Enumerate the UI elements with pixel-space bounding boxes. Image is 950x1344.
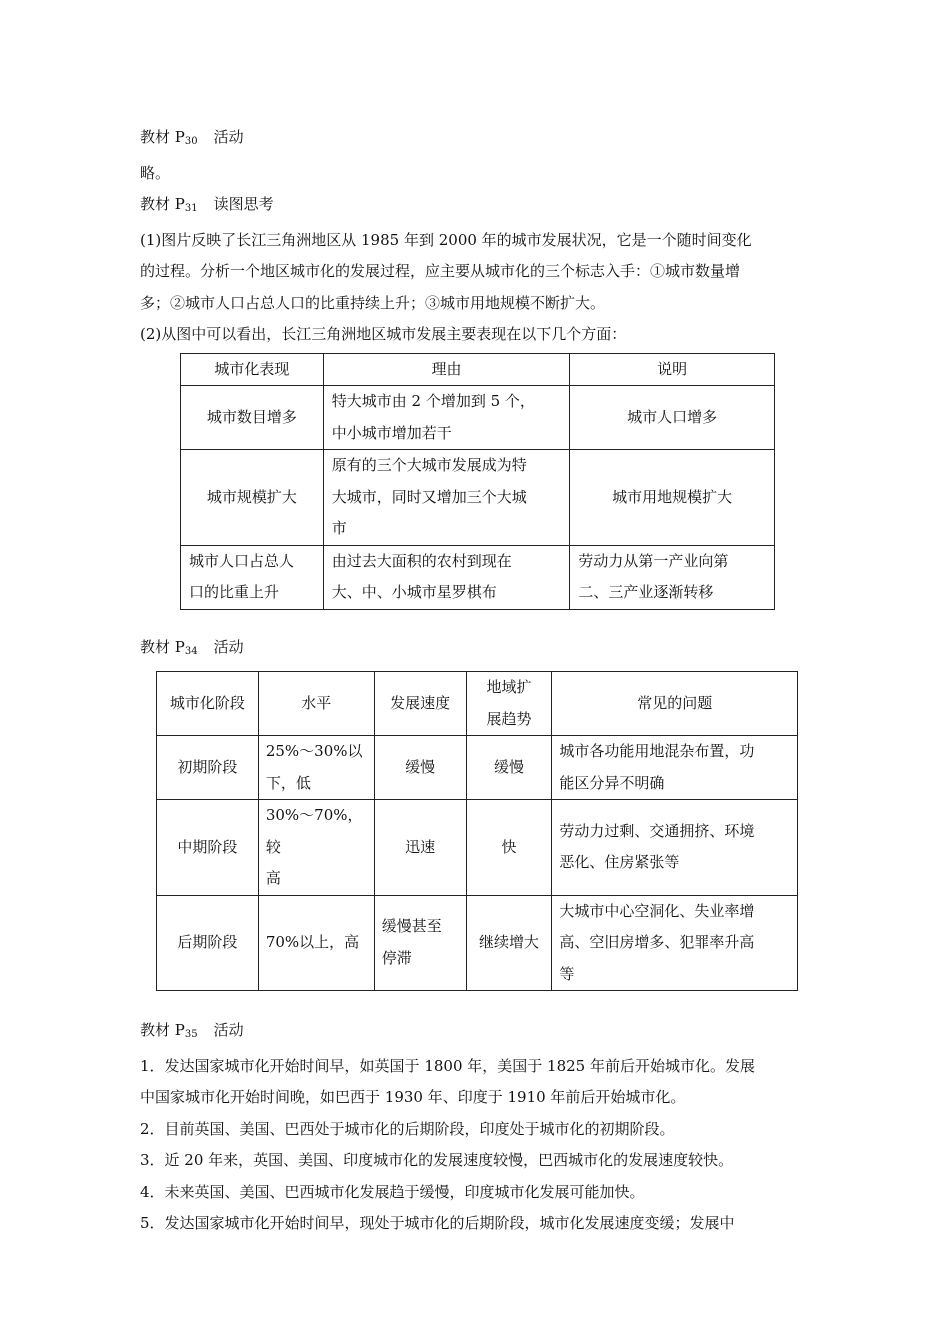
list-item: 1．发达国家城市化开始时间早，如英国于 1800 年，美国于 1825 年前后开始城市化。发展	[140, 1056, 755, 1075]
table-row	[181, 545, 775, 609]
table-header-cell: 理由	[323, 353, 570, 386]
table-header-cell: 城市化阶段	[157, 672, 259, 736]
table-cell: 由过去大面积的农村到现在 大、中、小城市星罗棋布	[323, 545, 570, 609]
urbanization-table	[180, 353, 775, 610]
table-row	[157, 895, 798, 991]
page-number: 30	[184, 136, 198, 147]
table-cell: 70%以上，高	[258, 895, 374, 991]
section-heading: 教材 $P_{31}$ 读图思考	[140, 195, 274, 214]
table-cell: 迅速	[374, 800, 466, 896]
table-cell: 城市规模扩大	[181, 450, 324, 546]
table-cell: 原有的三个大城市发展成为特 大城市，同时又增加三个大城 市	[323, 450, 570, 546]
document-page	[140, 122, 820, 1240]
table-cell: 缓慢	[374, 736, 466, 800]
table-row	[157, 800, 798, 896]
page-number: 35	[184, 1029, 198, 1040]
table-cell: 缓慢	[466, 736, 552, 800]
urbanization-stage-table	[156, 671, 798, 991]
answer-list	[140, 1051, 820, 1240]
list-item: 5．发达国家城市化开始时间早，现处于城市化的后期阶段，城市化发展速度变缓；发展中	[140, 1214, 735, 1232]
table-cell: 城市数目增多	[181, 386, 324, 450]
table-header-cell: 城市化表现	[181, 353, 324, 386]
table-cell: 特大城市由 2 个增加到 5 个， 中小城市增加若干	[323, 386, 570, 450]
table-cell: 城市各功能用地混杂布置，功 能区分异不明确	[552, 736, 798, 800]
section-body: 略。	[140, 163, 171, 182]
table-row	[157, 736, 798, 800]
table-row	[181, 386, 775, 450]
table-cell: 25%～30%以 下，低	[258, 736, 374, 800]
table-header-cell: 水平	[258, 672, 374, 736]
paragraph: (2)从图中可以看出，长江三角洲地区城市发展主要表现在以下几个方面：	[140, 325, 627, 343]
table-cell: 30%～70%，较 高	[258, 800, 374, 896]
page-number: 34	[184, 645, 198, 657]
table-header-cell: 说明	[570, 353, 775, 386]
section-heading: 教材 $P_{34}$ 活动	[140, 637, 244, 657]
list-item: 3．近 20 年来，英国、美国、印度城市化的发展速度较慢，巴西城市化的发展速度较快。	[140, 1151, 734, 1169]
table-cell: 初期阶段	[157, 736, 259, 800]
table-cell: 大城市中心空洞化、失业率增 高、空旧房增多、犯罪率升高 等	[552, 895, 798, 991]
table-header-row	[157, 672, 798, 736]
table-header-row	[181, 353, 775, 386]
table-cell: 快	[466, 800, 552, 896]
list-item: 4．未来英国、美国、巴西城市化发展趋于缓慢，印度城市化发展可能加快。	[140, 1182, 645, 1201]
table-cell: 后期阶段	[157, 895, 259, 991]
table-row	[181, 450, 775, 546]
table-header-cell: 发展速度	[374, 672, 466, 736]
table-cell: 劳动力过剩、交通拥挤、环境 恶化、住房紧张等	[552, 800, 798, 896]
page-number: 31	[184, 203, 198, 214]
table-cell: 中期阶段	[157, 800, 259, 896]
section-heading: 教材 $P_{35}$ 活动	[140, 1021, 244, 1040]
table-header-cell: 地域扩 展趋势	[466, 672, 552, 736]
table-header-cell: 常见的问题	[552, 672, 798, 736]
list-item: 2．目前英国、美国、巴西处于城市化的后期阶段，印度处于城市化的初期阶段。	[140, 1119, 675, 1138]
table-cell: 城市用地规模扩大	[570, 450, 775, 546]
table-cell: 劳动力从第一产业向第 二、三产业逐渐转移	[570, 545, 775, 609]
table-cell: 城市人口占总人 口的比重上升	[181, 545, 324, 609]
list-item: 中国家城市化开始时间晚，如巴西于 1930 年、印度于 1910 年前后开始城市化。	[140, 1088, 686, 1106]
table-cell: 继续增大	[466, 895, 552, 991]
table-cell: 缓慢甚至 停滞	[374, 895, 466, 991]
table-cell: 城市人口增多	[570, 386, 775, 450]
paragraph: (1)图片反映了长江三角洲地区从 1985 年到 2000 年的城市发展状况，它是一个随时间变化 的过程。分析一个地区城市化的发展过程，应主要从城市化的三个标志入手：①城市数量增 多；②城市人口占总人口的比重持续上升；③城市用地规模不断扩大。	[140, 230, 752, 312]
section-heading: 教材 $P_{30}$ 活动	[140, 128, 244, 147]
